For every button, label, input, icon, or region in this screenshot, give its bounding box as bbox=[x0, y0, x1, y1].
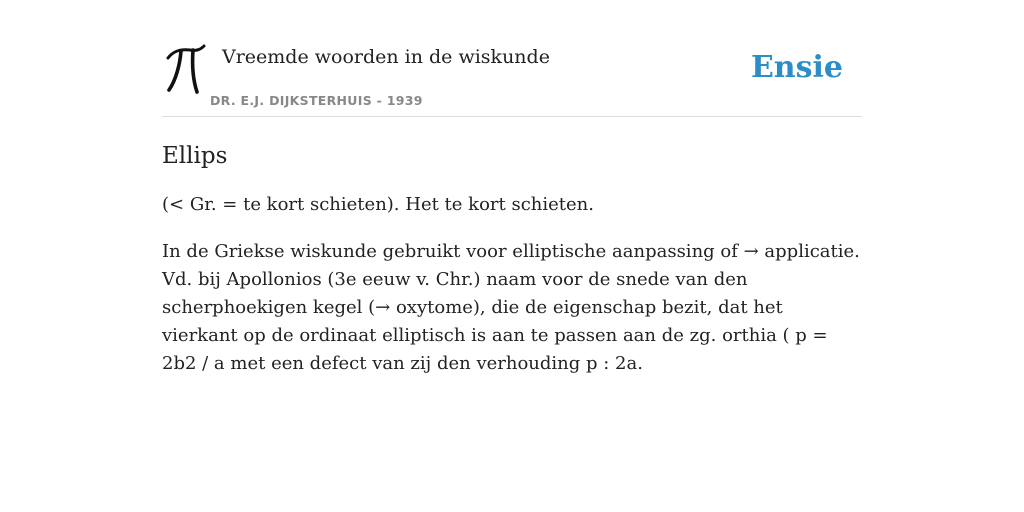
book-title[interactable]: Vreemde woorden in de wiskunde bbox=[222, 46, 550, 68]
brand-logo[interactable]: Ensie bbox=[750, 50, 843, 85]
page-container bbox=[162, 0, 862, 378]
author-line: DR. E.J. DIJKSTERHUIS - 1939 bbox=[210, 93, 423, 108]
paragraph: In de Griekse wiskunde gebruikt voor elliptische aanpassing of → applicatie. Vd. bij Apollonios (3e eeuw v. Chr.) naam voor de snede van den scherphoekigen kegel (→ oxytome), die de eigenschap bezit, dat het vierkant op de ordinaat elliptisch is aan te passen aan de zg. orthia ( p = 2b2 / a met een defect van zij den verhouding p : 2a. bbox=[162, 241, 860, 374]
header bbox=[162, 0, 862, 117]
pi-icon[interactable] bbox=[166, 42, 206, 98]
paragraph: (< Gr. = te kort schieten). Het te kort schieten. bbox=[162, 194, 594, 215]
term-heading: Ellips bbox=[162, 143, 228, 169]
